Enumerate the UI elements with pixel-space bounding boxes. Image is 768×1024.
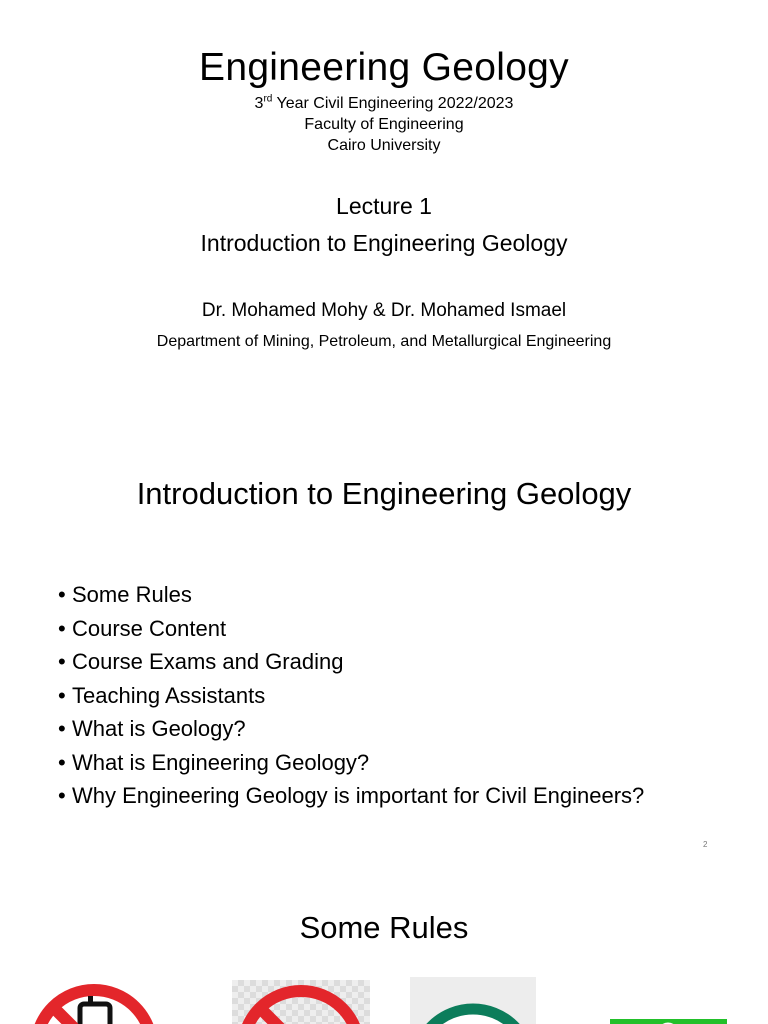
rules-title: Some Rules — [299, 910, 469, 945]
outline-list — [58, 578, 644, 813]
course-title: Engineering Geology — [199, 46, 569, 89]
list-item — [58, 612, 644, 646]
list-item — [58, 779, 644, 813]
bullet-marker: • — [58, 582, 66, 607]
year-number: 3 — [254, 95, 264, 112]
year-ordinal-suffix: rd — [263, 93, 273, 105]
bullet-text: Why Engineering Geology is important for Civil Engineers? — [72, 783, 645, 808]
bullet-text: What is Geology? — [72, 716, 246, 741]
list-item — [58, 746, 644, 780]
whatsapp-icon — [610, 1019, 727, 1024]
no-phone-icon — [28, 982, 160, 1024]
bullet-text: What is Engineering Geology? — [72, 749, 370, 775]
clock-icon — [410, 977, 536, 1024]
list-item — [58, 578, 644, 612]
outline-slide — [0, 440, 768, 870]
list-item — [58, 712, 644, 746]
list-item — [58, 679, 644, 713]
department: Department of Mining, Petroleum, and Metallurgical Engineering — [156, 333, 612, 350]
list-item — [58, 645, 644, 679]
faculty-name: Faculty of Engineering — [304, 116, 464, 133]
no-sign-icon — [232, 980, 370, 1024]
bullet-marker: • — [58, 749, 66, 775]
bullet-text: Some Rules — [72, 582, 192, 607]
bullet-marker: • — [58, 682, 66, 708]
bullet-text: Teaching Assistants — [72, 682, 266, 708]
outline-title: Introduction to Engineering Geology — [136, 476, 632, 511]
bullet-marker: • — [58, 649, 66, 674]
rules-slide — [0, 892, 768, 1024]
year-description: Year Civil Engineering 2022/2023 — [272, 95, 514, 112]
bullet-marker: • — [58, 783, 66, 808]
course-year — [0, 93, 768, 114]
bullet-marker: • — [58, 615, 66, 641]
bullet-marker: • — [58, 716, 66, 741]
lecture-number: Lecture 1 — [336, 193, 432, 219]
lecture-title: Introduction to Engineering Geology — [200, 230, 568, 256]
authors: Dr. Mohamed Mohy & Dr. Mohamed Ismael — [201, 300, 567, 321]
page-number: 2 — [703, 840, 708, 849]
bullet-text: Course Exams and Grading — [72, 649, 344, 674]
university-name: Cairo University — [327, 137, 441, 154]
bullet-text: Course Content — [72, 615, 227, 641]
title-slide — [0, 0, 768, 400]
